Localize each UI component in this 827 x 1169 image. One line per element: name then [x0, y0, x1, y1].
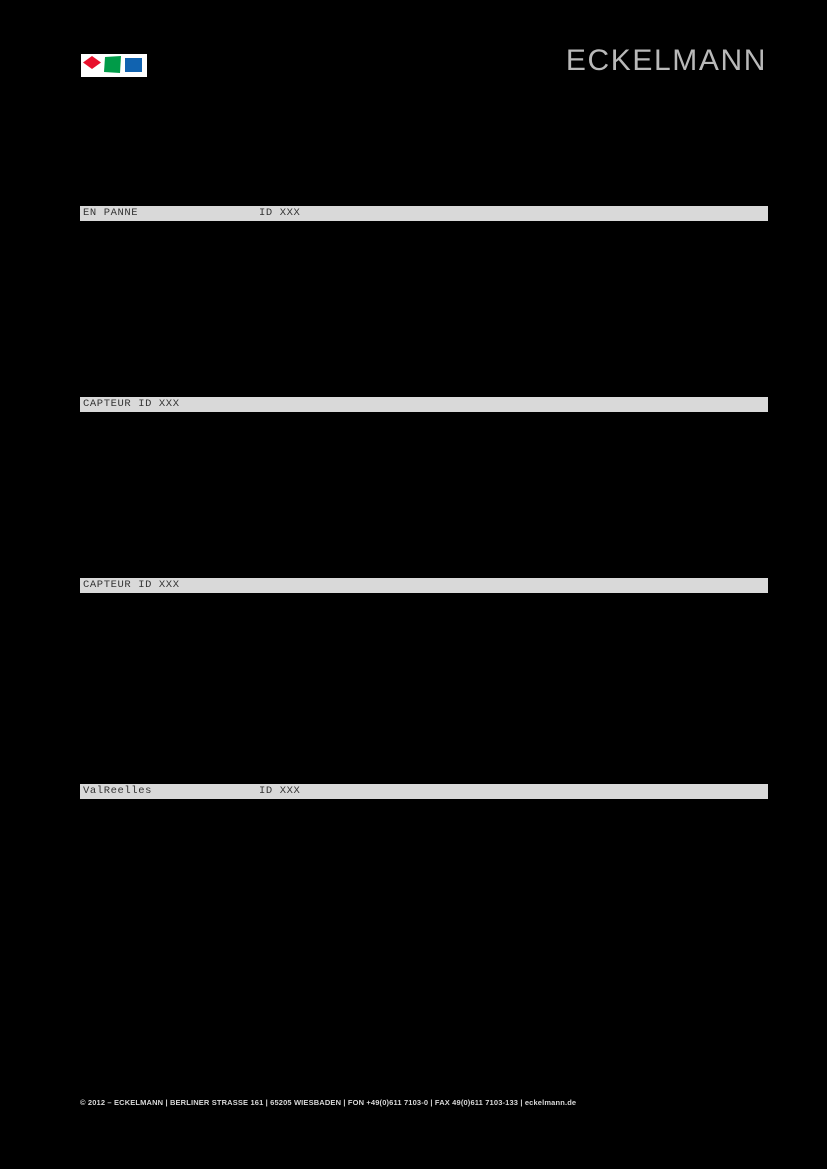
document-header [80, 44, 767, 104]
section-id: ID XXX [259, 207, 301, 219]
brand-title: ECKELMANN [565, 44, 767, 77]
eckelmann-three-squares-logo-icon [80, 53, 148, 78]
section-title: CAPTEUR ID XXX [83, 398, 180, 410]
section-id: ID XXX [259, 785, 301, 797]
footer-text: © 2012 – ECKELMANN | BERLINER STRASSE 161 | 65205 WIESBADEN | FON +49(0)611 7103-0 | FAX 49(0)611 7103-133 | eckelmann.de [80, 1098, 577, 1107]
section-body-valreelles [80, 799, 768, 1089]
section-body-capteur-1 [80, 412, 768, 578]
section-header-capteur-2 [80, 578, 768, 593]
section-header-valreelles [80, 784, 768, 799]
section-title: CAPTEUR ID XXX [83, 579, 180, 591]
section-body-en-panne [80, 221, 768, 397]
section-header-capteur-1 [80, 397, 768, 412]
section-header-en-panne [80, 206, 768, 221]
section-body-capteur-2 [80, 593, 768, 784]
section-title: EN PANNE [83, 207, 139, 219]
section-title: ValReelles [83, 785, 153, 797]
